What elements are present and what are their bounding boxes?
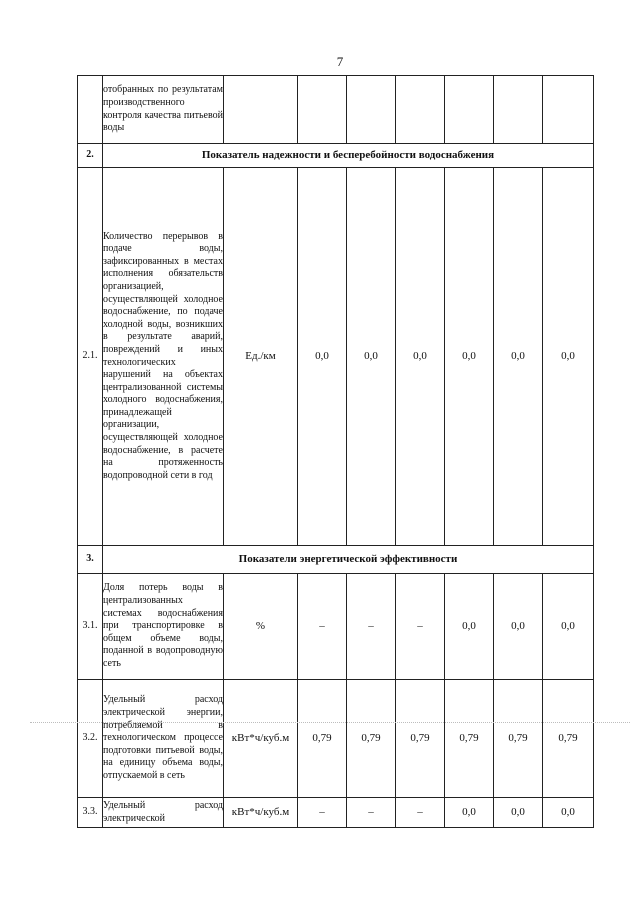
- table-row: [78, 680, 594, 798]
- value-cell: 0,79: [347, 680, 396, 798]
- value-cell: –: [298, 574, 347, 680]
- value-cell: –: [347, 798, 396, 828]
- value-cell: 0,0: [543, 798, 594, 828]
- row-number: 3.2.: [78, 680, 103, 798]
- value-cell: 0,79: [298, 680, 347, 798]
- indicator-name: Количество перерывов в подаче воды, зафиксированных в местах исполнения обязательств организацией, осуществляющей холодное водоснабжение, по подаче холодной воды, возникших в результате аварий, повреждений и иных технологических нарушений на объектах централизованной системы холодного водоснабжения, принадлежащей организации, осуществляющей холодное водоснабжение, в расчете на протяженность водопроводной сети в год: [103, 168, 224, 546]
- value-cell: 0,79: [543, 680, 594, 798]
- value-cell: 0,0: [445, 798, 494, 828]
- value-cell: [298, 76, 347, 144]
- section-title: Показатели энергетической эффективности: [103, 546, 594, 574]
- unit-cell: кВт*ч/куб.м: [224, 680, 298, 798]
- table-row: [78, 76, 594, 144]
- value-cell: 0,0: [298, 168, 347, 546]
- value-cell: [445, 76, 494, 144]
- indicator-name: Доля потерь воды в централизованных системах водоснабжения при транспортировке в общем объеме воды, поданной в водопроводную сеть: [103, 574, 224, 680]
- value-cell: 0,0: [494, 798, 543, 828]
- value-cell: [543, 76, 594, 144]
- value-cell: [494, 76, 543, 144]
- table-row: [78, 798, 594, 828]
- unit-cell: [224, 76, 298, 144]
- value-cell: –: [396, 574, 445, 680]
- value-cell: 0,0: [543, 168, 594, 546]
- section-header-row: [78, 144, 594, 168]
- value-cell: 0,0: [543, 574, 594, 680]
- scan-artifact-line: [30, 722, 630, 724]
- section-number: 2.: [78, 144, 103, 168]
- indicator-name: Удельный расход электрической: [103, 798, 224, 828]
- value-cell: [396, 76, 445, 144]
- unit-cell: Ед./км: [224, 168, 298, 546]
- indicator-name: отобранных по результатам производственного контроля качества питьевой воды: [103, 76, 224, 144]
- page-number: 7: [336, 54, 344, 69]
- row-number: 3.3.: [78, 798, 103, 828]
- table-row: [78, 574, 594, 680]
- row-number: [78, 76, 103, 144]
- value-cell: 0,0: [396, 168, 445, 546]
- value-cell: 0,0: [445, 168, 494, 546]
- section-title: Показатель надежности и бесперебойности водоснабжения: [103, 144, 594, 168]
- row-number: 3.1.: [78, 574, 103, 680]
- unit-cell: %: [224, 574, 298, 680]
- table-row: [78, 168, 594, 546]
- row-number: 2.1.: [78, 168, 103, 546]
- section-header-row: [78, 546, 594, 574]
- indicator-name: Удельный расход электрической энергии, потребляемой в технологическом процессе подготовки питьевой воды, на единицу объема воды, отпускаемой в сеть: [103, 680, 224, 798]
- value-cell: 0,0: [494, 574, 543, 680]
- value-cell: 0,0: [347, 168, 396, 546]
- value-cell: 0,79: [396, 680, 445, 798]
- value-cell: –: [298, 798, 347, 828]
- unit-cell: кВт*ч/куб.м: [224, 798, 298, 828]
- value-cell: 0,0: [445, 574, 494, 680]
- value-cell: –: [347, 574, 396, 680]
- value-cell: [347, 76, 396, 144]
- value-cell: 0,0: [494, 168, 543, 546]
- indicators-table: [77, 75, 594, 828]
- section-number: 3.: [78, 546, 103, 574]
- value-cell: –: [396, 798, 445, 828]
- value-cell: 0,79: [445, 680, 494, 798]
- value-cell: 0,79: [494, 680, 543, 798]
